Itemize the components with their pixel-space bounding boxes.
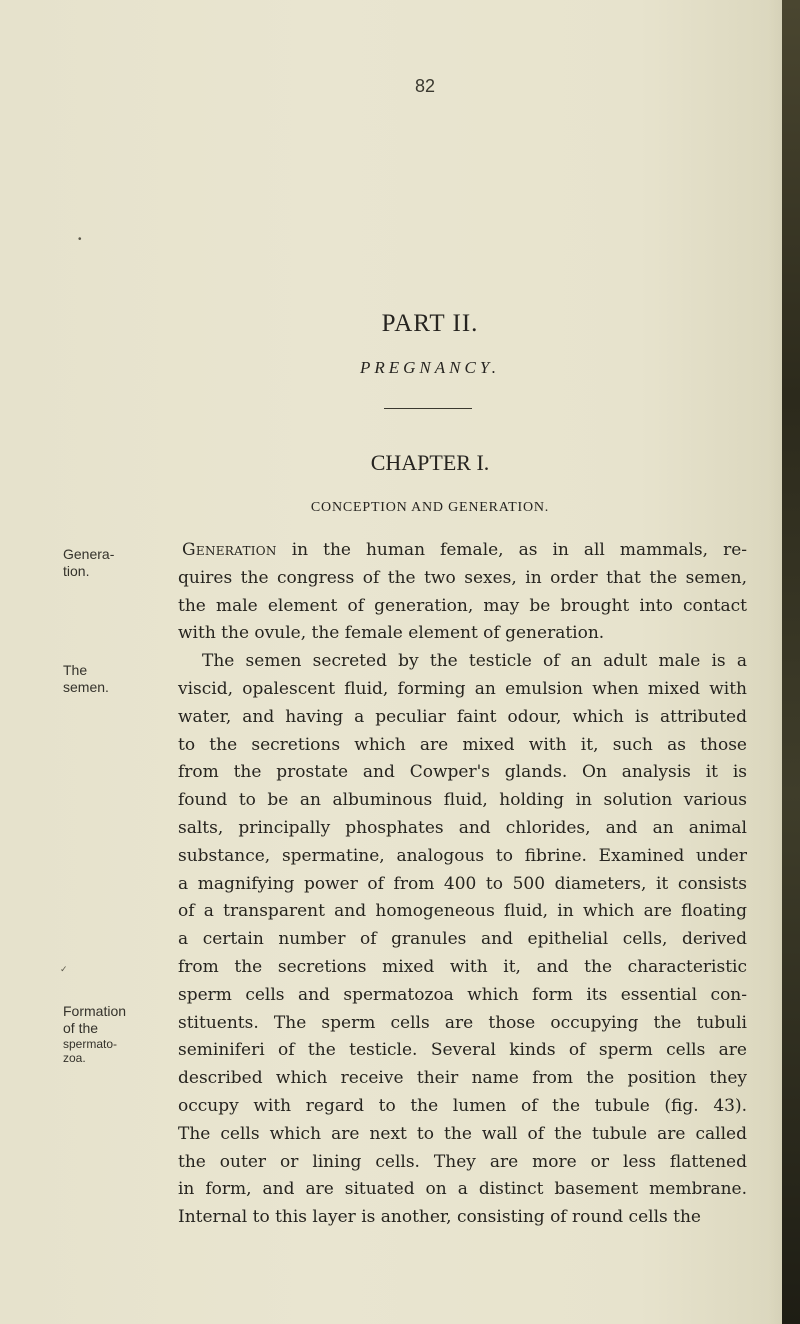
side-note-line: The (63, 662, 88, 678)
book-edge-shadow (782, 0, 800, 1324)
side-note-line: Formation (63, 1003, 127, 1019)
paragraph-1-line: the male element of generation, may be brought into contact (178, 595, 747, 616)
side-note-formation (63, 1003, 126, 1065)
paragraph-text: in the human female, as in all mammals, re- (276, 540, 747, 560)
paragraph-2-line: water, and having a peculiar faint odour, which is attributed (178, 706, 747, 727)
side-note-line: Genera- (63, 546, 115, 562)
paragraph-2-line: to the secretions which are mixed with it, such as those (178, 734, 747, 755)
paragraph-2-line: found to be an albuminous fluid, holding in solution various (178, 790, 747, 811)
paragraph-2-line: substance, spermatine, analogous to fibrine. Examined under (178, 845, 747, 866)
paragraph-2-line: viscid, opalescent fluid, forming an emulsion when mixed with (178, 678, 747, 699)
paragraph-2-line: The semen secreted by the testicle of an adult male is a (202, 651, 747, 672)
paragraph-2-line: Internal to this layer is another, consisting of round cells the (178, 1207, 701, 1228)
paragraph-2-line: seminiferi of the testicle. Several kinds of sperm cells are (178, 1040, 747, 1061)
paragraph-2-line: sperm cells and spermatozoa which form its essential con- (178, 984, 747, 1005)
paragraph-2-line: salts, principally phosphates and chlorides, and an animal (178, 817, 747, 838)
paragraph-2-line: a certain number of granules and epithelial cells, derived (178, 929, 747, 950)
paragraph-1-line: with the ovule, the female element of generation. (178, 623, 605, 644)
paragraph-2-line: stituents. The sperm cells are those occupying the tubuli (178, 1012, 747, 1033)
paragraph-2-line: from the prostate and Cowper's glands. On analysis it is (178, 762, 747, 783)
part-subtitle: PREGNANCY. (360, 358, 500, 377)
side-note-generation (63, 546, 114, 580)
stray-tick-mark: ✓ (60, 964, 68, 974)
page-number: 82 (414, 76, 436, 96)
paragraph-2-line: described which receive their name from the position they (178, 1068, 747, 1089)
side-note-line: semen. (63, 679, 109, 695)
side-note-line: spermato- (63, 1037, 118, 1051)
paragraph-2-line: in form, and are situated on a distinct basement membrane. (178, 1179, 747, 1200)
chapter-subtitle: CONCEPTION AND GENERATION. (310, 500, 550, 515)
side-note-line: tion. (63, 563, 90, 579)
side-note-line: of the (63, 1020, 99, 1036)
chapter-body (178, 537, 747, 1232)
paragraph-2-line: a magnifying power of from 400 to 500 diameters, it consists (178, 873, 747, 894)
paragraph-1-line: quires the congress of the two sexes, in order that the semen, (178, 567, 747, 588)
paragraph-lead-word: Generation (182, 540, 277, 560)
side-note-line: zoa. (63, 1051, 86, 1065)
paragraph-2-line: the outer or lining cells. They are more or less flattened (178, 1151, 747, 1172)
paragraph-2-line: occupy with regard to the lumen of the tubule (fig. 43). (178, 1095, 747, 1116)
stray-dot-mark: • (78, 234, 82, 245)
title-divider (384, 408, 472, 409)
part-title: PART II. (381, 310, 479, 337)
paragraph-1-line (178, 537, 747, 565)
paragraph-2-line: The cells which are next to the wall of the tubule are called (178, 1123, 747, 1144)
paragraph-2-line: of a transparent and homogeneous fluid, in which are floating (178, 901, 747, 922)
side-note-semen (63, 662, 109, 696)
chapter-title: CHAPTER I. (370, 450, 490, 475)
paragraph-2-line: from the secretions mixed with it, and the characteristic (178, 956, 747, 977)
